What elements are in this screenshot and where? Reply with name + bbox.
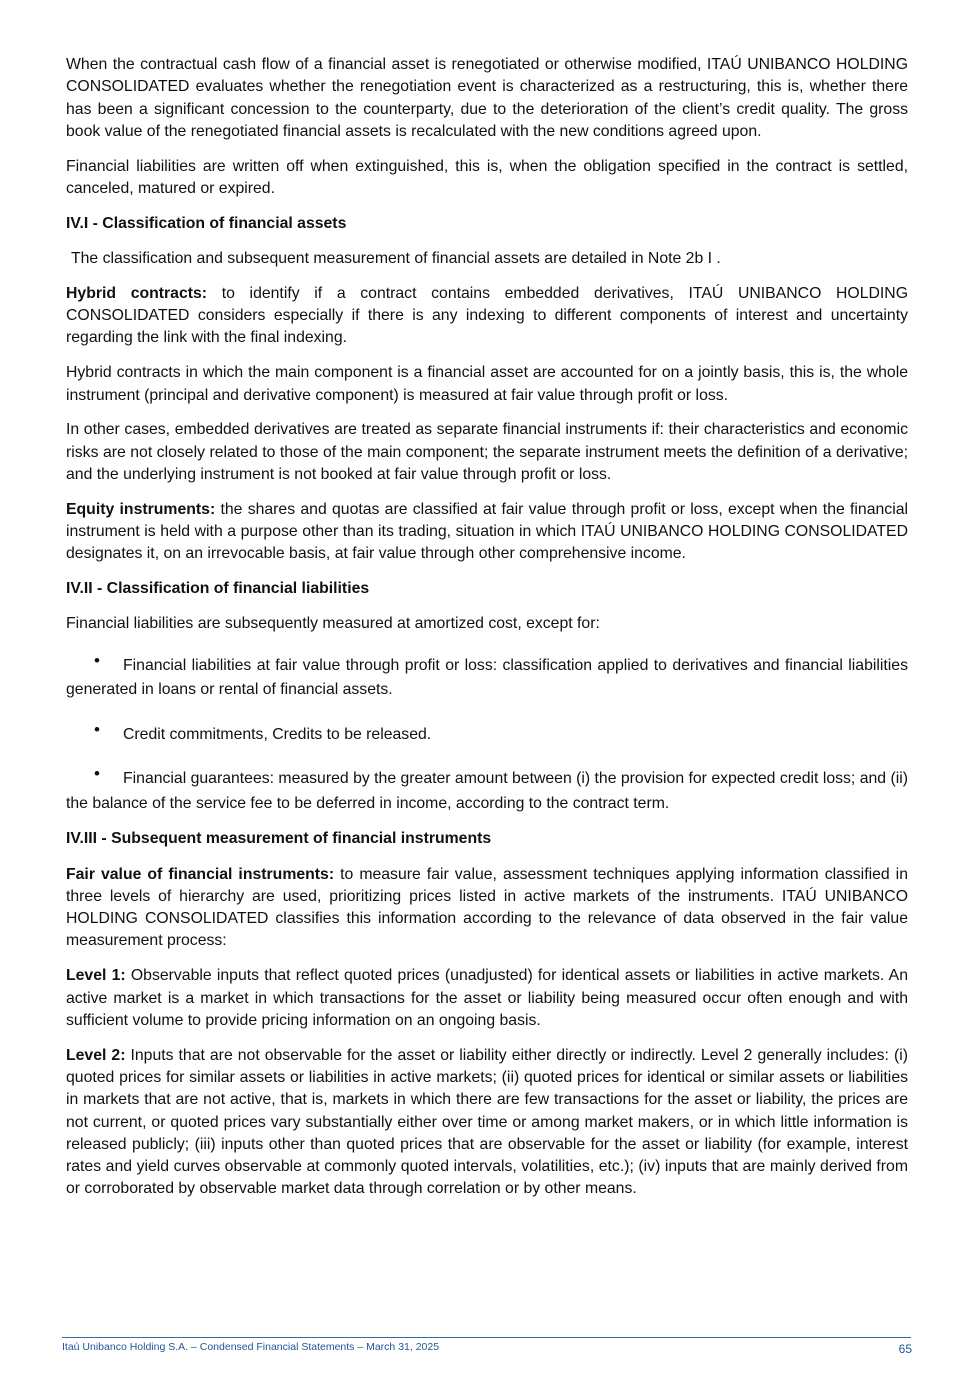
document-body: [66, 54, 908, 1213]
section-heading-subsequent-measurement: IV.III - Subsequent measurement of financial instruments: [66, 830, 492, 848]
list-item-text: Financial liabilities at fair value through profit or loss: classification applied to derivatives and financial liabilities generated in loans or rental of financial assets.: [66, 656, 908, 699]
bullet-icon: •: [94, 719, 100, 739]
paragraph-level-1: [66, 965, 908, 1032]
hybrid-contracts-text: to identify if a contract contains embedded derivatives, ITAÚ UNIBANCO HOLDING CONSOLIDATED considers especially if there is any indexing to different components of interest and uncertainty regarding the link with the final indexing.: [66, 284, 908, 347]
paragraph-level-2: [66, 1045, 908, 1201]
list-item-text: Financial guarantees: measured by the greater amount between (i) the provision for expected credit loss; and (ii) the balance of the service fee to be deferred in income, according to the contract term.: [66, 770, 908, 812]
paragraph-embedded-derivatives: In other cases, embedded derivatives are treated as separate financial instruments if: their characteristics and economic risks are not closely related to those of the main component; the separate instrument meets the definition of a derivative; and the underlying instrument is not booked at fair value through profit or loss.: [66, 421, 908, 483]
bullet-icon: •: [94, 650, 100, 670]
paragraph-equity-instruments: [66, 499, 908, 566]
paragraph-fair-value: [66, 864, 908, 953]
list-item: [66, 719, 908, 748]
paragraph-classification-note: The classification and subsequent measurement of financial assets are detailed in Note 2b I .: [71, 250, 721, 268]
section-heading-classification-liabilities: IV.II - Classification of financial liabilities: [66, 580, 370, 598]
footer-divider: [62, 1337, 911, 1338]
fair-value-text: to measure fair value, assessment techniques applying information classified in three levels of hierarchy are used, prioritizing prices listed in active markets of the instruments. ITAÚ UNIBANCO HOLDING CONSOLIDATED classifies this information according to the relevance of data observed in the fair value measurement process:: [66, 865, 908, 950]
paragraph-renegotiation: When the contractual cash flow of a financial asset is renegotiated or otherwise modified, ITAÚ UNIBANCO HOLDING CONSOLIDATED evaluates whether the renegotiation event is characterized as a restructuring, this is, whether there has been a significant concession to the counterparty, due to the deterioration of the client’s credit quality. The gross book value of the renegotiated financial assets is recalculated with the new conditions agreed upon.: [66, 56, 908, 140]
paragraph-hybrid-main-component: Hybrid contracts in which the main component is a financial asset are accounted for on a jointly basis, this is, the whole instrument (principal and derivative component) is measured at fair value through profit or loss.: [66, 364, 908, 404]
page-number: 65: [898, 1342, 912, 1356]
term-equity-instruments: Equity instruments:: [66, 500, 216, 518]
term-hybrid-contracts: Hybrid contracts:: [66, 284, 208, 302]
footer-text: Itaú Unibanco Holding S.A. – Condensed Financial Statements – March 31, 2025: [62, 1341, 440, 1353]
bullet-list: [66, 650, 908, 817]
level-2-text: Inputs that are not observable for the asset or liability either directly or indirectly. Level 2 generally includes: (i) quoted prices for similar assets or liabilities in active markets; (ii) quoted prices for identical or similar assets or liabilities in markets that are not active, that is, markets in which there are few transactions for the asset or liability, the prices are not current, or quoted prices vary substantially either over time or among market makers, or in which little information is released publicly; (iii) inputs other than quoted prices that are observable for the asset or liability (for example, interest rates and yield curves observable at commonly quoted intervals, volatilities, etc.); (iv) inputs that are mainly derived from or corroborated by observable market data through correlation or by other means.: [66, 1046, 908, 1198]
section-heading-classification-assets: IV.I - Classification of financial assets: [66, 214, 347, 232]
paragraph-hybrid-contracts: [66, 283, 908, 350]
paragraph-liabilities-writeoff: Financial liabilities are written off when extinguished, this is, when the obligation specified in the contract is settled, canceled, matured or expired.: [66, 157, 908, 197]
equity-instruments-text: the shares and quotas are classified at fair value through profit or loss, except when the financial instrument is held with a purpose other than its trading, situation in which ITAÚ UNIBANCO HOLDING CONSOLIDATED designates it, on an irrevocable basis, at fair value through other comprehensive income.: [66, 500, 908, 563]
term-fair-value: Fair value of financial instruments:: [66, 865, 335, 883]
term-level-1: Level 1:: [66, 967, 126, 985]
list-item: [66, 764, 908, 816]
list-item: [66, 650, 908, 703]
list-item-text: Credit commitments, Credits to be released.: [123, 725, 432, 743]
bullet-icon: •: [94, 764, 100, 784]
level-1-text: Observable inputs that reflect quoted prices (unadjusted) for identical assets or liabilities in active markets. An active market is a market in which transactions for the asset or liability being measured occur often enough and with sufficient volume to provide pricing information on an ongoing basis.: [66, 967, 908, 1029]
term-level-2: Level 2:: [66, 1046, 126, 1064]
paragraph-liabilities-intro: Financial liabilities are subsequently measured at amortized cost, except for:: [66, 615, 600, 633]
